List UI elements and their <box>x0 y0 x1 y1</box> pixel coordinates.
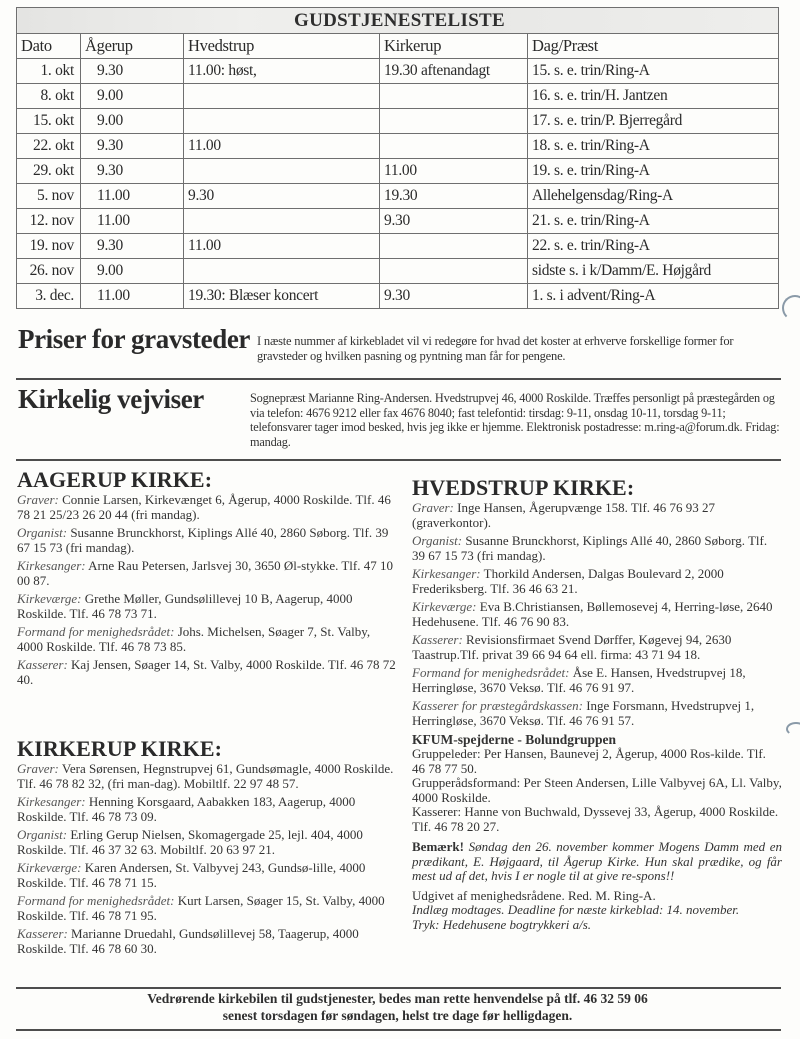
schedule-row <box>17 284 779 309</box>
cell-dato: 19. nov <box>17 234 81 259</box>
entry-role: Kasserer: <box>17 926 68 941</box>
cell-dato: 5. nov <box>17 184 81 209</box>
schedule-row <box>17 209 779 234</box>
cell-hvedstrup: 11.00: høst, <box>184 59 380 84</box>
entry-role: Kasserer for præstegårdskassen: <box>412 698 583 713</box>
schedule-row <box>17 84 779 109</box>
entry-role: Formand for menighedsrådet: <box>17 893 175 908</box>
kfum-line: Gruppeleder: Per Hansen, Baunevej 2, Ågerup, 4000 Ros-kilde. Tlf. 46 78 77 50. <box>412 746 766 776</box>
schedule-row <box>17 59 779 84</box>
publication-print: Tryk: Hedehusene bogtrykkeri a/s. <box>412 916 592 932</box>
entry-text: Connie Larsen, Kirkevænget 6, Ågerup, 4000 Roskilde. Tlf. 46 78 21 25/23 26 20 44 (fri mandag). <box>17 492 391 522</box>
header-dag-praest: Dag/Præst <box>528 34 779 59</box>
priser-text: I næste nummer af kirkebladet vil vi redegøre for hvad det koster at erhverve forskellige former for gravsteder og hvilken pasning og pyntning man får for pengene. <box>257 334 734 363</box>
schedule-row <box>17 134 779 159</box>
kirkerup-entry <box>17 828 397 857</box>
cell-dag-praest: 19. s. e. trin/Ring-A <box>528 159 779 184</box>
entry-role: Graver: <box>412 500 454 515</box>
vejviser-text: Sognepræst Marianne Ring-Andersen. Hvedstrupvej 46, 4000 Roskilde. Træffes personligt på præstegården og via telefon: 4676 9212 eller fax 4676 8040; fast telefontid: tirsdag: 9-11, onsdag 10-11, torsdag 9-11; telefonsvarer tager imod besked, hvis jeg ikke er hjemme. Elektronisk postadresse: m.ring-a@forum.dk. Fridag: mandag. <box>250 391 780 449</box>
cell-kirkerup <box>380 109 528 134</box>
cell-dato: 26. nov <box>17 259 81 284</box>
entry-role: Formand for menighedsrådet: <box>17 624 175 639</box>
entry-text: Inge Hansen, Ågerupvænge 158. Tlf. 46 76 93 27 (graverkontor). <box>412 500 716 530</box>
header-dato: Dato <box>17 34 81 59</box>
cell-agerup: 11.00 <box>81 209 184 234</box>
hvedstrup-entry <box>412 633 782 662</box>
entry-text: Åse E. Hansen, Hvedstrupvej 18, Herringløse, 3670 Veksø. Tlf. 46 76 91 97. <box>412 665 746 695</box>
kirkerup-section <box>17 737 397 960</box>
hvedstrup-entry <box>412 600 782 629</box>
cell-agerup: 11.00 <box>81 284 184 309</box>
entry-role: Kasserer: <box>17 657 68 672</box>
cell-kirkerup <box>380 234 528 259</box>
header-hvedstrup: Hvedstrup <box>184 34 380 59</box>
cell-hvedstrup <box>184 159 380 184</box>
schedule-header-row <box>17 34 779 59</box>
entry-text: Karen Andersen, St. Valbyvej 243, Gundsø-lille, 4000 Roskilde. Tlf. 46 78 71 15. <box>17 860 366 890</box>
footer-notice <box>16 990 779 1024</box>
entry-role: Organist: <box>17 525 68 540</box>
hvedstrup-section <box>412 476 782 932</box>
cell-agerup: 9.30 <box>81 59 184 84</box>
cell-agerup: 9.30 <box>81 159 184 184</box>
entry-text: Revisionsfirmaet Svend Dørffer, Køgevej 94, 2630 Taastrup.Tlf. privat 39 66 94 64 ell. firma: 43 71 94 18. <box>412 632 732 662</box>
schedule-row <box>17 259 779 284</box>
kirkerup-entry <box>17 894 397 923</box>
cell-agerup: 9.30 <box>81 234 184 259</box>
cell-kirkerup: 9.30 <box>380 209 528 234</box>
hvedstrup-entry <box>412 666 782 695</box>
hvedstrup-entry <box>412 501 782 530</box>
header-kirkerup: Kirkerup <box>380 34 528 59</box>
cell-dag-praest: 21. s. e. trin/Ring-A <box>528 209 779 234</box>
cell-agerup: 9.30 <box>81 134 184 159</box>
entry-text: Eva B.Christiansen, Bøllemosevej 4, Herring-løse, 2640 Hedehusene. Tlf. 46 76 90 83. <box>412 599 773 629</box>
cell-dato: 22. okt <box>17 134 81 159</box>
kirkerup-entry <box>17 795 397 824</box>
entry-role: Formand for menighedsrådet: <box>412 665 570 680</box>
entry-text: Erling Gerup Nielsen, Skomagergade 25, lejl. 404, 4000 Roskilde. Tlf. 46 37 32 63. Mobiltlf. 20 63 97 21. <box>17 827 363 857</box>
aagerup-entry <box>17 526 397 555</box>
aagerup-title: AAGERUP KIRKE: <box>17 467 213 492</box>
divider <box>16 378 781 380</box>
cell-agerup: 9.00 <box>81 109 184 134</box>
publication-deadline: Indlæg modtages. Deadline for næste kirkeblad: 14. november. <box>412 902 740 917</box>
entry-text: Thorkild Andersen, Dalgas Boulevard 2, 2000 Frederiksberg. Tlf. 36 46 63 21. <box>412 566 724 596</box>
aagerup-entry <box>17 625 397 654</box>
kfum-line: Kasserer: Hanne von Buchwald, Dyssevej 33, Ågerup, 4000 Roskilde. Tlf. 46 78 20 27. <box>412 804 779 834</box>
aagerup-entry <box>17 658 397 687</box>
cell-agerup: 9.00 <box>81 84 184 109</box>
hvedstrup-entry <box>412 567 782 596</box>
cell-hvedstrup: 9.30 <box>184 184 380 209</box>
hvedstrup-title: HVEDSTRUP KIRKE: <box>412 475 635 500</box>
aagerup-section <box>17 468 397 691</box>
entry-role: Organist: <box>412 533 463 548</box>
cell-dato: 29. okt <box>17 159 81 184</box>
entry-text: Henning Korsgaard, Aabakken 183, Aagerup, 4000 Roskilde. Tlf. 46 78 73 09. <box>17 794 356 824</box>
note-paragraph <box>412 840 782 884</box>
cell-kirkerup: 19.30 <box>380 184 528 209</box>
cell-hvedstrup: 11.00 <box>184 134 380 159</box>
entry-role: Kirkeværge: <box>17 591 82 606</box>
publication-info <box>412 889 782 933</box>
cell-dag-praest: 15. s. e. trin/Ring-A <box>528 59 779 84</box>
header-agerup: Ågerup <box>81 34 184 59</box>
cell-dag-praest: 1. s. i advent/Ring-A <box>528 284 779 309</box>
cell-dato: 8. okt <box>17 84 81 109</box>
cell-dato: 1. okt <box>17 59 81 84</box>
entry-role: Graver: <box>17 761 59 776</box>
entry-role: Kasserer: <box>412 632 463 647</box>
note-label: Bemærk! <box>412 839 464 854</box>
cell-agerup: 9.00 <box>81 259 184 284</box>
entry-text: Grethe Møller, Gundsølillevej 10 B, Aagerup, 4000 Roskilde. Tlf. 46 78 73 71. <box>17 591 353 621</box>
cell-kirkerup <box>380 84 528 109</box>
entry-role: Graver: <box>17 492 59 507</box>
aagerup-entry <box>17 592 397 621</box>
schedule-row <box>17 234 779 259</box>
entry-role: Kirkesanger: <box>412 566 481 581</box>
note-text: Søndag den 26. november kommer Mogens Damm med en prædikant, E. Højgaard, til Ågerup Kirke. Hun skal prædike, og får mest ud af det, hvis I er nogle til at give re-spons!! <box>412 839 782 883</box>
hvedstrup-entry <box>412 534 782 563</box>
entry-text: Arne Rau Petersen, Jarlsvej 30, 3650 Øl-stykke. Tlf. 47 10 00 87. <box>17 558 393 588</box>
divider <box>16 459 781 461</box>
cell-hvedstrup: 11.00 <box>184 234 380 259</box>
kirkerup-entry <box>17 861 397 890</box>
entry-text: Kurt Larsen, Søager 15, St. Valby, 4000 Roskilde. Tlf. 46 78 71 95. <box>17 893 385 923</box>
entry-text: Susanne Brunckhorst, Kiplings Allé 40, 2860 Søborg. Tlf. 39 67 15 73 (fri mandag). <box>412 533 768 563</box>
cell-dag-praest: 18. s. e. trin/Ring-A <box>528 134 779 159</box>
cell-dag-praest: 16. s. e. trin/H. Jantzen <box>528 84 779 109</box>
entry-role: Kirkesanger: <box>17 558 86 573</box>
cell-dato: 15. okt <box>17 109 81 134</box>
kfum-title: KFUM-spejderne - Bolundgruppen <box>412 732 617 747</box>
hvedstrup-entry <box>412 699 782 728</box>
cell-dag-praest: 22. s. e. trin/Ring-A <box>528 234 779 259</box>
divider <box>16 1029 781 1031</box>
cell-dag-praest: 17. s. e. trin/P. Bjerregård <box>528 109 779 134</box>
entry-role: Kirkesanger: <box>17 794 86 809</box>
aagerup-entry <box>17 493 397 522</box>
cell-hvedstrup <box>184 84 380 109</box>
entry-text: Susanne Brunckhorst, Kiplings Allé 40, 2860 Søborg. Tlf. 39 67 15 73 (fri mandag). <box>17 525 389 555</box>
schedule-row <box>17 109 779 134</box>
cell-kirkerup: 11.00 <box>380 159 528 184</box>
entry-text: Vera Sørensen, Hegnstrupvej 61, Gundsømagle, 4000 Roskilde. Tlf. 46 78 82 32, (fri man-dag). Mobiltlf. 22 97 48 57. <box>17 761 394 791</box>
divider <box>16 987 781 989</box>
entry-role: Kirkeværge: <box>412 599 477 614</box>
priser-title: Priser for gravsteder <box>18 324 251 354</box>
footer-line-2: senest torsdagen før søndagen, helst tre dage før helligdagen. <box>222 1008 573 1023</box>
entry-text: Inge Forsmann, Hvedstrupvej 1, Herringløse, 3670 Veksø. Tlf. 46 76 91 57. <box>412 698 755 728</box>
cell-hvedstrup <box>184 209 380 234</box>
service-schedule-table <box>16 7 779 309</box>
entry-text: Kaj Jensen, Søager 14, St. Valby, 4000 Roskilde. Tlf. 46 78 72 40. <box>17 657 396 687</box>
scan-mark-icon <box>786 722 800 736</box>
entry-text: Marianne Druedahl, Gundsølillevej 58, Taagerup, 4000 Roskilde. Tlf. 46 78 60 30. <box>17 926 359 956</box>
kirkerup-title: KIRKERUP KIRKE: <box>17 736 223 761</box>
aagerup-entry <box>17 559 397 588</box>
cell-kirkerup <box>380 134 528 159</box>
scan-mark-icon <box>782 295 800 321</box>
cell-dato: 3. dec. <box>17 284 81 309</box>
cell-agerup: 11.00 <box>81 184 184 209</box>
cell-kirkerup: 19.30 aftenandagt <box>380 59 528 84</box>
footer-line-1: Vedrørende kirkebilen til gudstjenester, bedes man rette henvendelse på tlf. 46 32 59 06 <box>147 991 648 1006</box>
publication-editor: Udgivet af menighedsrådene. Red. M. Ring-A. <box>412 887 656 903</box>
schedule-row <box>17 159 779 184</box>
entry-text: Johs. Michelsen, Søager 7, St. Valby, 4000 Roskilde. Tlf. 46 78 73 85. <box>17 624 371 654</box>
cell-dato: 12. nov <box>17 209 81 234</box>
cell-kirkerup: 9.30 <box>380 284 528 309</box>
entry-role: Organist: <box>17 827 68 842</box>
cell-hvedstrup <box>184 109 380 134</box>
cell-dag-praest: Allehelgensdag/Ring-A <box>528 184 779 209</box>
cell-hvedstrup: 19.30: Blæser koncert <box>184 284 380 309</box>
kirkerup-entry <box>17 927 397 956</box>
kfum-line: Grupperådsformand: Per Steen Andersen, Lille Valbyvej 6A, Ll. Valby, 4000 Roskilde. <box>412 775 782 805</box>
schedule-row <box>17 184 779 209</box>
vejviser-title: Kirkelig vejviser <box>18 384 204 414</box>
cell-dag-praest: sidste s. i k/Damm/E. Højgård <box>528 259 779 284</box>
schedule-title: GUDSTJENESTELISTE <box>17 8 779 34</box>
kfum-section <box>412 732 782 834</box>
kirkerup-entry <box>17 762 397 791</box>
entry-role: Kirkeværge: <box>17 860 82 875</box>
cell-kirkerup <box>380 259 528 284</box>
cell-hvedstrup <box>184 259 380 284</box>
